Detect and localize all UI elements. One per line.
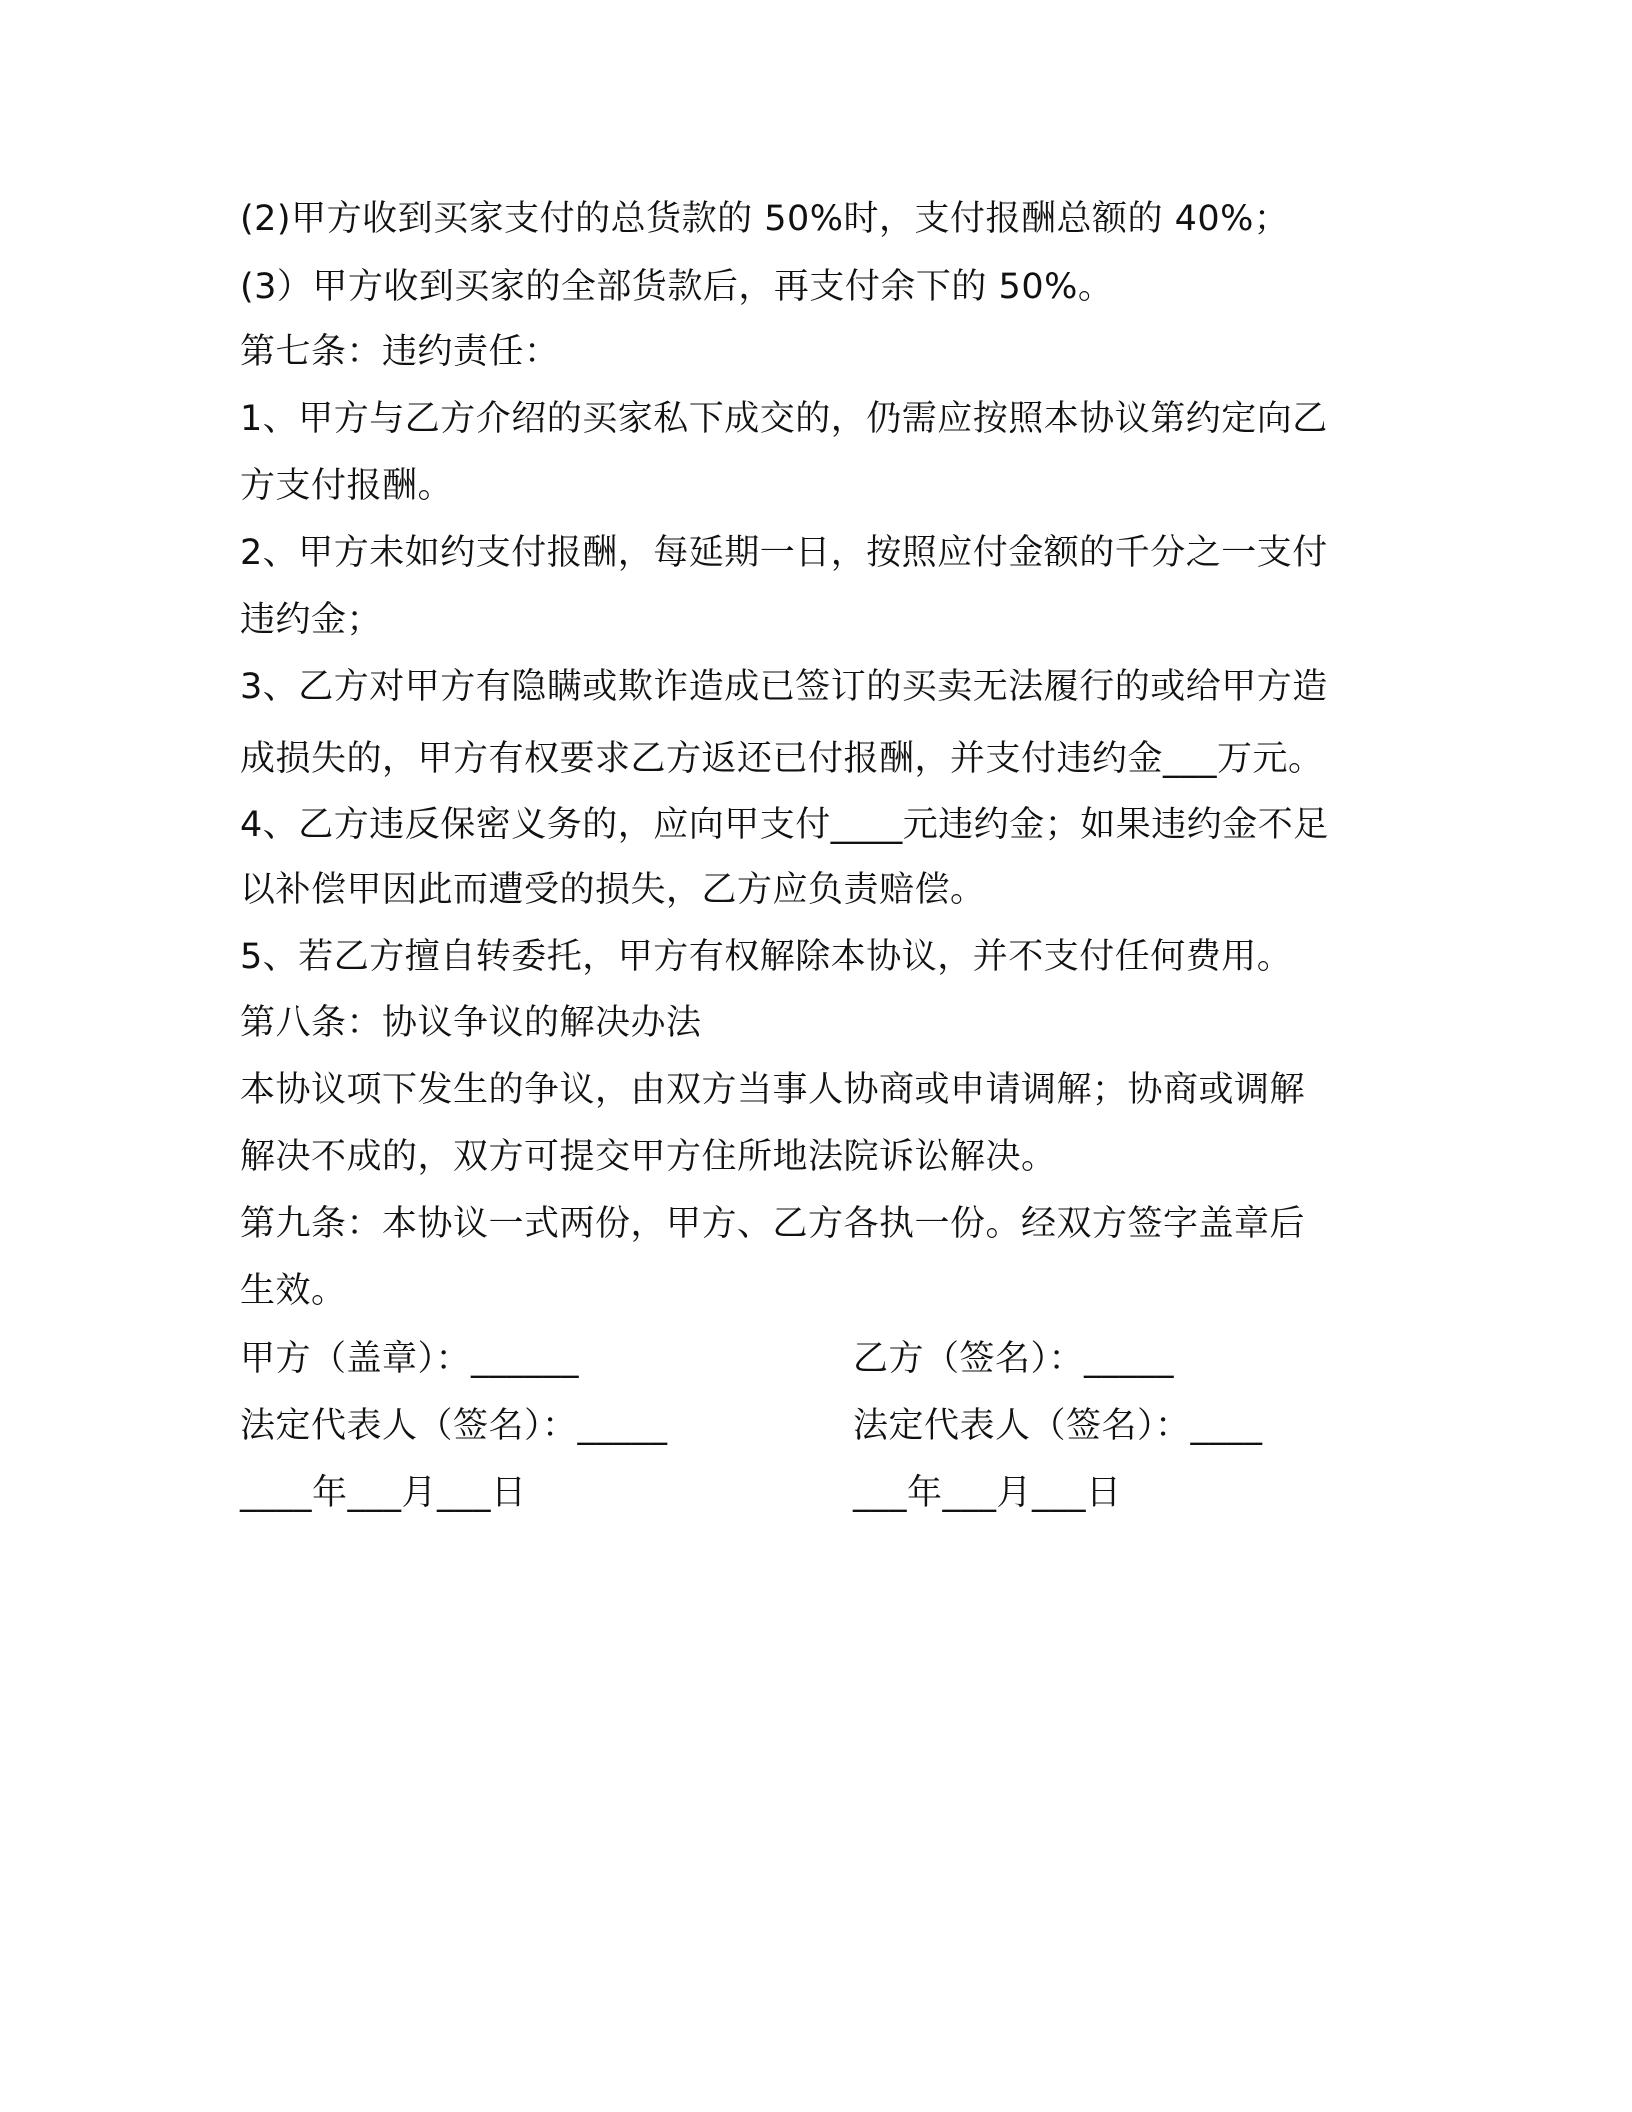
clause-7-item-1-line-2: 方支付报酬。 [240,466,454,506]
party-a-seal-line: 甲方（盖章）：______ [240,1339,580,1379]
party-b-representative-line: 法定代表人（签名）：____ [853,1406,1263,1446]
clause-6-item-2: (2)甲方收到买家支付的总货款的 50%时，支付报酬总额的 40%； [240,199,1290,239]
clause-8-body-line-2: 解决不成的，双方可提交甲方住所地法院诉讼解决。 [240,1137,1057,1177]
clause-7-item-3-line-2: 成损失的，甲方有权要求乙方返还已付报酬，并支付违约金___万元。 [240,739,1324,779]
clause-9-line-2: 生效。 [240,1271,347,1311]
party-a-date-line: ____年___月___日 [240,1473,527,1513]
party-b-sign-line: 乙方（签名）：_____ [853,1339,1175,1379]
clause-7-item-4-line-1: 4、乙方违反保密义务的，应向甲支付____元违约金；如果违约金不足 [240,805,1329,845]
clause-7-item-1-line-1: 1、甲方与乙方介绍的买家私下成交的，仍需应按照本协议第约定向乙 [240,399,1328,439]
clause-7-item-2-line-2: 违约金； [240,600,383,640]
clause-7-item-3-line-1: 3、乙方对甲方有隐瞒或欺诈造成已签订的买卖无法履行的或给甲方造 [240,667,1328,707]
clause-9-line-1: 第九条：本协议一式两份，甲方、乙方各执一份。经双方签字盖章后 [240,1204,1306,1244]
clause-7-heading: 第七条：违约责任： [240,332,560,372]
clause-8-body-line-1: 本协议项下发生的争议，由双方当事人协商或申请调解；协商或调解 [240,1070,1306,1110]
clause-7-item-2-line-1: 2、甲方未如约支付报酬，每延期一日，按照应付金额的千分之一支付 [240,533,1328,573]
party-a-representative-line: 法定代表人（签名）：_____ [240,1406,668,1446]
party-b-date-line: ___年___月___日 [853,1473,1122,1513]
clause-7-item-4-line-2: 以补偿甲因此而遭受的损失，乙方应负责赔偿。 [240,870,986,910]
clause-8-heading: 第八条：协议争议的解决办法 [240,1003,702,1043]
clause-6-item-3: (3）甲方收到买家的全部货款后，再支付余下的 50%。 [240,267,1114,307]
clause-7-item-5: 5、若乙方擅自转委托，甲方有权解除本协议，并不支付任何费用。 [240,937,1293,977]
